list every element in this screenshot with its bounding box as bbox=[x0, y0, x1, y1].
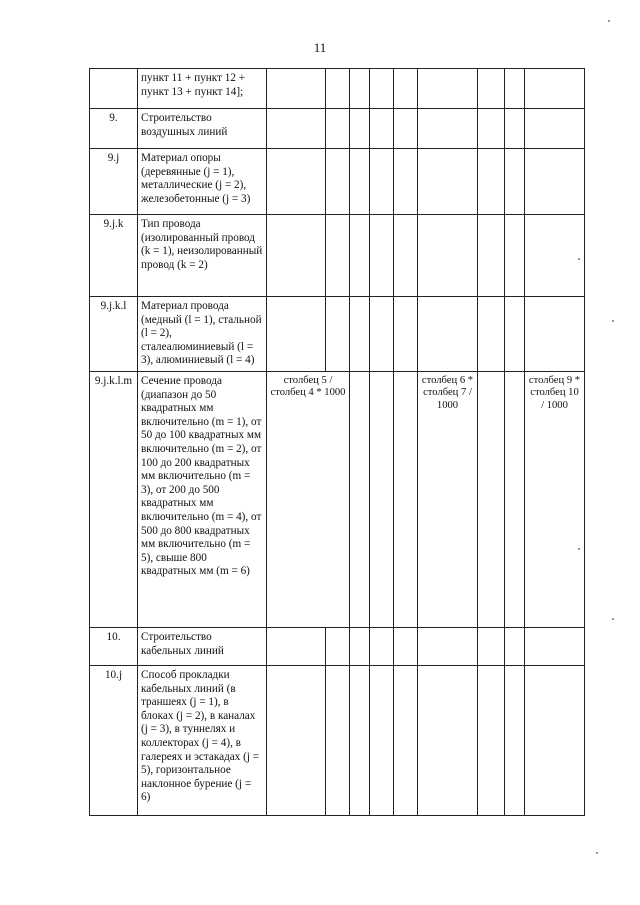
row-number: 9.j.k.l.m bbox=[90, 372, 138, 628]
scan-speck bbox=[612, 618, 614, 620]
table-row bbox=[90, 109, 585, 149]
formula-column-5-4: столбец 5 / столбец 4 * 1000 bbox=[267, 372, 350, 628]
row-number: 9.j.k bbox=[90, 215, 138, 297]
row-description: Способ прокладки кабельных линий (в траншеях (j = 1), в блоках (j = 2), в каналах (j = 3), в туннелях и коллекторах (j = 4), в галереях и эстакадах (j = 5), горизонтальное наклонное бурение (j = 6) bbox=[138, 666, 267, 816]
scan-speck bbox=[608, 20, 610, 22]
row-description: Строительство кабельных линий bbox=[138, 628, 267, 666]
row-number: 9.j.k.l bbox=[90, 297, 138, 372]
table-row bbox=[90, 666, 585, 816]
scan-speck bbox=[578, 258, 580, 260]
row-number: 9. bbox=[90, 109, 138, 149]
document-table bbox=[89, 68, 585, 816]
row-number: 9.j bbox=[90, 149, 138, 215]
row-description: Материал провода (медный (l = 1), стальной (l = 2), сталеалюминиевый (l = 3), алюминиевый (l = 4) bbox=[138, 297, 267, 372]
row-description: Сечение провода (диапазон до 50 квадратных мм включительно (m = 1), от 50 до 100 квадратных мм включительно (m = 2), от 100 до 200 квадратных мм включительно (m = 3), от 200 до 500 квадратных мм включительно (m = 4), от 500 до 800 квадратных мм включительно (m = 5), свыше 800 квадратных мм (m = 6) bbox=[138, 372, 267, 628]
scan-speck bbox=[612, 320, 614, 322]
row-number: 10. bbox=[90, 628, 138, 666]
row-number: 10.j bbox=[90, 666, 138, 816]
row-description: Материал опоры (деревянные (j = 1), металлические (j = 2), железобетонные (j = 3) bbox=[138, 149, 267, 215]
page-number: 11 bbox=[313, 40, 327, 55]
scan-speck bbox=[596, 852, 598, 854]
table-row bbox=[90, 628, 585, 666]
row-description: Тип провода (изолированный провод (k = 1), неизолированный провод (k = 2) bbox=[138, 215, 267, 297]
table-row bbox=[90, 372, 585, 628]
table-row bbox=[90, 69, 585, 109]
table-row bbox=[90, 215, 585, 297]
table-row bbox=[90, 297, 585, 372]
scan-speck bbox=[578, 548, 580, 550]
formula-column-9-10: столбец 9 * столбец 10 / 1000 bbox=[525, 372, 585, 628]
table-row bbox=[90, 149, 585, 215]
row-number bbox=[90, 69, 138, 109]
formula-column-6-7: столбец 6 * столбец 7 / 1000 bbox=[418, 372, 478, 628]
row-description: Строительство воздушных линий bbox=[138, 109, 267, 149]
row-description: пункт 11 + пункт 12 + пункт 13 + пункт 14]; bbox=[138, 69, 267, 109]
